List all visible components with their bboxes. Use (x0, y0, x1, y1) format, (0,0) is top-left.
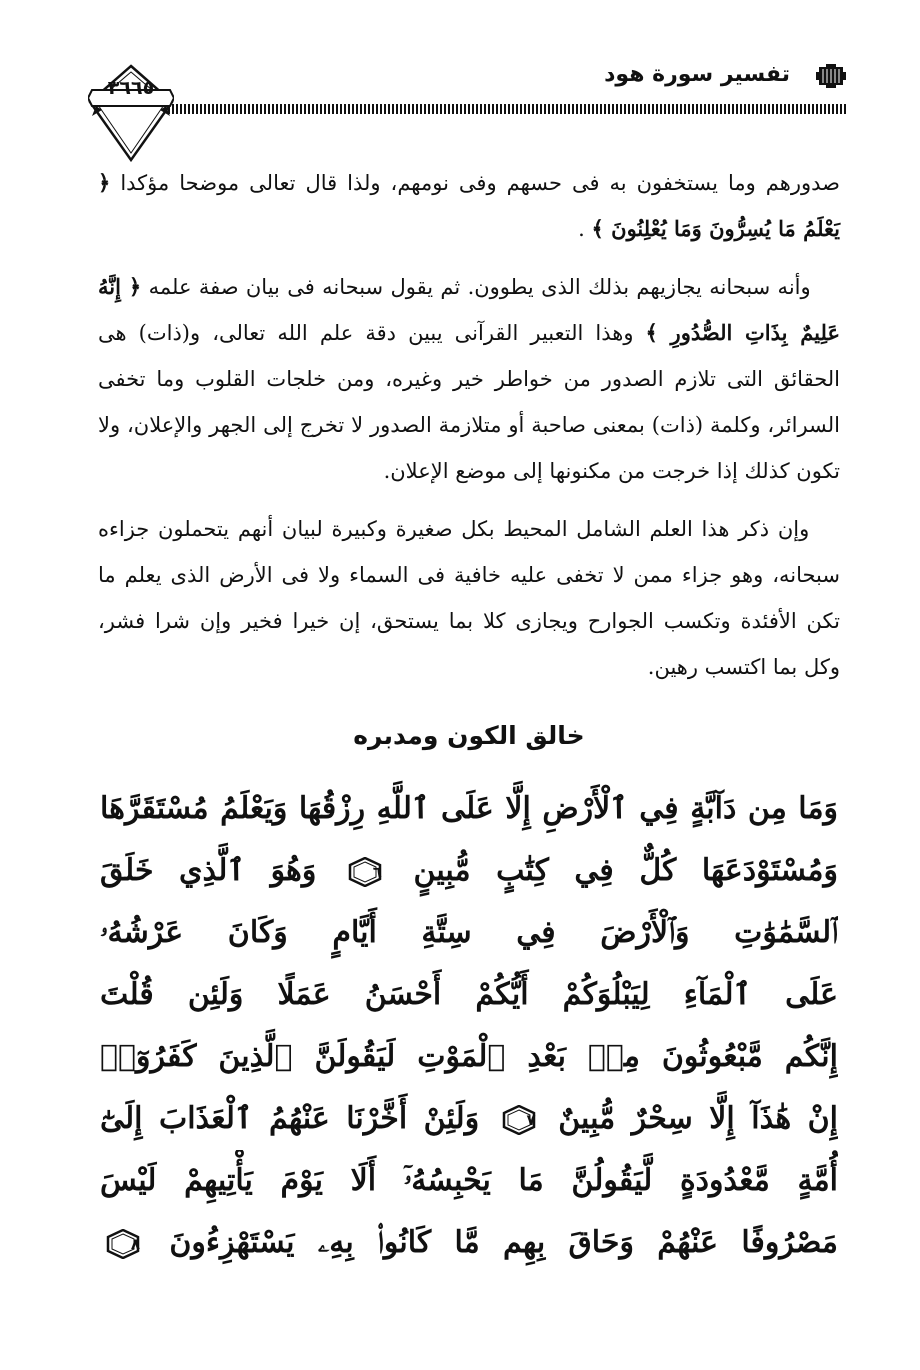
quran-text-block (98, 778, 840, 1274)
paragraph-text: صدورهم وما يستخفون به فى حسهم وفى نومهم، ولذا قال تعالى موضحا مؤكدا (120, 171, 840, 195)
page-body (98, 160, 840, 1274)
page-number: ٣٦٦٥ (107, 77, 155, 99)
ayah-number: ٧ (526, 1111, 536, 1129)
quran-line-text: ٱلسَّمَٰوَٰتِ وَٱلْأَرْضَ فِي سِتَّةِ أَيَّامٍ وَكَانَ عَرْشُهُۥ (100, 915, 838, 950)
quran-line (100, 840, 838, 902)
quran-line-text: مَصْرُوفًا عَنْهُمْ وَحَاقَ بِهِم مَّا كَانُوا۟ بِهِۦ يَسْتَهْزِءُونَ (169, 1225, 838, 1260)
quran-line (100, 902, 838, 964)
quran-line (100, 1150, 838, 1212)
quran-line-text: وَمُسْتَوْدَعَهَا كُلٌّ فِي كِتَٰبٍ مُّبِينٍ (413, 853, 838, 888)
paragraph-2 (98, 264, 840, 494)
paragraph-text: وأنه سبحانه يجازيهم بذلك الذى يطوون. ثم يقول سبحانه فى بيان صفة علمه (148, 275, 811, 299)
quran-line-text: إِنْ هَٰذَآ إِلَّا سِحْرٌ مُّبِينٌ (558, 1101, 838, 1136)
paragraph-text: وهذا التعبير القرآنى يبين دقة علم الله تعالى، و(ذات) هى الحقائق التى تلازم الصدور من خواطر خير وغيره، ومن خلجات القلوب وما تخفى السرائر، وكلمة (ذات) بمعنى صاحبة أو متلازمة الصدور لا تخرج إلى الجهر والإعلان، ولا تكون كذلك إذا خرجت من مكنونها إلى موضع الإعلان. (98, 321, 840, 483)
inline-verse: ﴿ إِنَّهُ عَلِيمٌ بِذَاتِ الصُّدُورِ ﴾ (98, 274, 840, 345)
ayah-number: ٨ (130, 1235, 140, 1253)
ayah-number-marker (502, 1105, 536, 1135)
quran-line-text: وَمَا مِن دَآبَّةٍ فِي ٱلْأَرْضِ إِلَّا عَلَى ٱللَّهِ رِزْقُهَا وَيَعْلَمُ مُسْتَقَرَّهَا (100, 791, 838, 826)
paragraph-text: وإن ذكر هذا العلم الشامل المحيط بكل صغيرة وكبيرة لبيان أنهم يتحملون جزاءه سبحانه، وهو جزاء ممن لا تخفى عليه خافية فى السماء ولا فى الأرض الذى يعلم ما تكن الأفئدة وتكسب الجوارح ويجازى كلا بما يستحق، إن خيرا فخير وإن شرا فشر، وكل بما اكتسب رهين. (98, 517, 840, 679)
quran-line-text: إِنَّكُم مَّبْعُوثُونَ مِنۢ بَعْدِ ٱلْمَوْتِ لَيَقُولَنَّ ٱلَّذِينَ كَفَرُوٓا۟ (100, 1039, 838, 1074)
paragraph-1 (98, 160, 840, 252)
header-rule (168, 104, 848, 114)
quran-line-text: وَلَئِنْ أَخَّرْنَا عَنْهُمُ ٱلْعَذَابَ إِلَىٰٓ (100, 1101, 480, 1136)
inline-verse: ﴿ يَعْلَمُ مَا يُسِرُّونَ وَمَا يُعْلِنُونَ ﴾ (98, 170, 840, 241)
ayah-number-marker (348, 857, 382, 887)
quran-line (100, 1212, 838, 1274)
quran-line (100, 1088, 838, 1150)
paragraph-3 (98, 506, 840, 690)
quran-line (100, 964, 838, 1026)
quran-line-text: وَهُوَ ٱلَّذِي خَلَقَ (100, 853, 317, 888)
ayah-number-marker (106, 1229, 140, 1259)
section-heading: خالق الكون ومدبره (353, 721, 585, 750)
quran-line-text: عَلَى ٱلْمَآءِ لِيَبْلُوَكُمْ أَيُّكُمْ أَحْسَنُ عَمَلًا وَلَئِن قُلْتَ (100, 977, 838, 1012)
quran-line (100, 1026, 838, 1088)
flower-ornament-icon (816, 64, 846, 88)
running-header (88, 52, 850, 142)
paragraph-text: . (578, 217, 585, 241)
ayah-number: ٦ (372, 863, 382, 881)
quran-line-text: أُمَّةٍ مَّعْدُودَةٍ لَّيَقُولُنَّ مَا يَحْبِسُهُۥٓ أَلَا يَوْمَ يَأْتِيهِمْ لَيْسَ (100, 1163, 838, 1198)
running-title: تفسير سورة هود (604, 62, 790, 87)
quran-line (100, 778, 838, 840)
